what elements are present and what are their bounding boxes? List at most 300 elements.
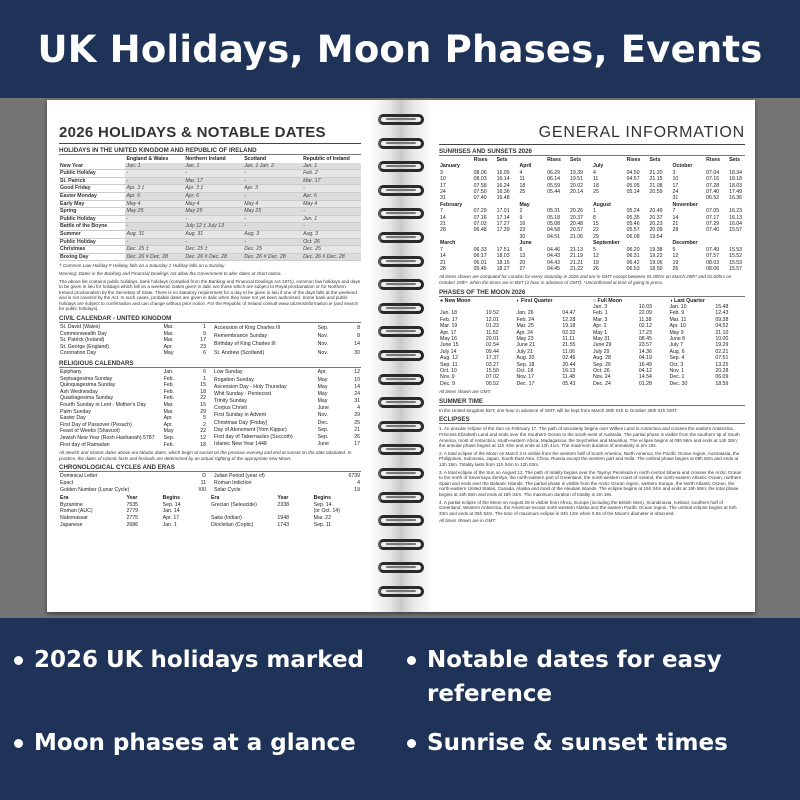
sun-row-cell: 18.15	[496, 259, 510, 266]
sun-row-cell: September	[592, 240, 620, 247]
religious-row	[59, 428, 207, 435]
sun-row-cell: 05.57	[626, 227, 640, 234]
holiday-row-cell: Dec. 26 # Dec. 28	[243, 253, 302, 261]
sun-row-cell: 11	[519, 176, 525, 183]
religious-row-cell: 5	[203, 415, 206, 422]
sun-row-cell: 21	[440, 259, 446, 266]
moon-row-cell: 16.49	[638, 361, 652, 368]
sun-row-cell: 20	[519, 259, 526, 266]
religious-row-cell: 29	[354, 412, 360, 419]
holidays-column-header: Scotland	[244, 156, 267, 162]
era-row-cell: Byzantine	[60, 501, 83, 508]
religious-row	[213, 383, 361, 390]
moon-row-cell: Oct. 10	[440, 367, 457, 374]
sun-row-cell: 18.50	[649, 265, 663, 272]
sun-row-cell: 07.40	[473, 195, 487, 202]
chrono-row-cell: Dominical Letter	[60, 473, 98, 480]
chrono-row-cell	[163, 487, 178, 494]
holiday-row-cell: Apr. 3	[243, 185, 302, 193]
moon-row-cell: Dec. 9	[440, 380, 455, 387]
moon-row-cell: 01.23	[485, 323, 499, 330]
religious-row-cell: Day of Atonement (Yom Kippur)	[214, 426, 287, 433]
civil-row-cell: Nov.	[317, 333, 328, 340]
sun-row-cell: 17	[440, 182, 446, 189]
civil-row-cell: Commonwealth Day	[60, 330, 107, 337]
religious-row-cell: 29	[200, 408, 206, 415]
sun-row-cell: 06.17	[473, 253, 487, 260]
sun-row-cell: 19.22	[649, 253, 663, 260]
sun-row-cell: 04.50	[626, 169, 640, 176]
holiday-row-cell: Mar. 17	[184, 177, 243, 185]
civil-row-cell: Mar.	[163, 324, 174, 331]
eras-column-header: Year	[126, 495, 138, 502]
moon-row-cell: Mar. 19	[440, 323, 458, 330]
sun-row-cell: May	[519, 201, 530, 208]
holiday-row-cell: May 4	[184, 200, 243, 208]
religious-row-cell: Jan.	[163, 369, 174, 376]
religious-row-cell: First Sunday in Advent	[214, 412, 266, 419]
holiday-row-cell: Feb. 2	[302, 170, 361, 178]
holiday-row-cell: New Year	[59, 163, 125, 170]
eclipses-note: All times shown are in GMT.	[439, 518, 497, 524]
top-banner	[0, 0, 800, 98]
sun-row-cell: 15.57	[729, 265, 743, 272]
religious-row	[59, 422, 207, 429]
moon-row-cell: Aug. 6	[669, 348, 685, 355]
binding-ring	[378, 444, 424, 455]
civil-row	[213, 349, 361, 357]
sun-row-cell: 06.20	[626, 246, 640, 253]
chrono-row-cell	[163, 473, 178, 480]
moon-row-cell: Oct. 18	[516, 367, 534, 374]
moon-row-cell: Dec. 30	[669, 380, 688, 387]
sun-column-header: Sets	[649, 157, 661, 163]
sun-row-cell: 17.27	[496, 221, 510, 228]
holiday-row-cell: May 4	[302, 200, 361, 208]
sun-row-cell: 07.58	[473, 182, 487, 189]
sun-row-cell: 05.44	[547, 189, 561, 196]
moon-row-cell: 20.44	[562, 361, 576, 368]
religious-row-cell: Islamic New Year 1448	[214, 441, 267, 448]
chrono-heading: CHRONOLOGICAL CYCLES AND ERAS	[59, 464, 361, 472]
era-row-cell: 2775	[126, 514, 138, 521]
moon-row-cell: 21.10	[715, 329, 729, 336]
religious-row-cell: 1	[203, 375, 206, 382]
civil-row-cell: Accession of King Charles III	[214, 324, 281, 331]
sun-row-cell: July	[592, 163, 604, 170]
holiday-row	[59, 163, 361, 170]
eras-column-header: Begins	[313, 495, 331, 502]
sun-row-cell: 08.06	[473, 169, 487, 176]
sun-row-cell: 07.03	[473, 221, 487, 228]
moon-row-cell: June 15	[440, 342, 459, 349]
sun-row-cell: 11	[592, 176, 599, 183]
civil-row-cell: St. Andrew (Scotland)	[214, 349, 265, 356]
holiday-row-cell: Dec. 25	[243, 246, 302, 254]
sun-table	[439, 157, 745, 272]
holiday-row-cell: Mar. 17	[302, 177, 361, 185]
chrono-cycles	[59, 473, 361, 493]
religious-row	[59, 442, 207, 449]
civil-row-cell: St. Patrick (Ireland)	[60, 337, 105, 344]
sun-row-cell: 21.15	[649, 176, 663, 183]
holiday-row	[59, 185, 361, 193]
sun-row-cell: 05.08	[547, 221, 561, 228]
holiday-row-cell: Jan. 1	[125, 163, 184, 170]
era-row-cell	[276, 508, 312, 515]
holiday-row-cell: Jan. 1	[302, 163, 361, 170]
eras-column-header: Era	[60, 495, 69, 502]
holiday-note: † Common Law Holiday # Holiday falls on a Saturday ‡ Holiday falls on a Sunday	[59, 263, 225, 269]
moon-row-cell: 11.11	[562, 335, 575, 342]
sun-row-cell: 13	[519, 253, 526, 260]
sun-row-cell: 16.13	[729, 214, 743, 221]
sun-row-cell: 5	[592, 246, 596, 253]
sun-row-cell: 07.40	[706, 189, 720, 196]
era-row	[59, 515, 361, 522]
sun-row-cell: 21	[440, 221, 446, 228]
holiday-row-cell: Aug. 3	[243, 230, 302, 238]
sun-row-cell: 17.49	[729, 189, 743, 196]
moon-row-cell: 11.48	[562, 374, 575, 381]
holidays-table	[59, 156, 361, 261]
sun-row-cell: 04.57	[626, 176, 640, 183]
sun-row-cell: 21.21	[570, 259, 583, 266]
religious-row-cell: 12	[200, 434, 206, 441]
moon-row-cell: Nov. 17	[516, 374, 534, 381]
holiday-row	[59, 215, 361, 223]
era-row	[59, 502, 361, 509]
sun-row-cell: 06.29	[547, 169, 561, 176]
sun-row-cell: 17.01	[496, 208, 510, 215]
religious-row-cell: 2	[203, 421, 206, 428]
eclipse-2: 2. A total eclipse of the Moon on March 3 is visible from the western half of South America, North America, the Pacific Ocean region, Australasia, the Philippines, Indonesia, Japan, South-East Asia, China, Russia except the western part and India. The umbral phase begins at 09h 50m and ends at 13h 18m. Totality lasts from 11h 04m to 12h 03m.	[439, 450, 740, 467]
religious-row-cell: 6	[203, 369, 206, 376]
holiday-row-cell: Public Holiday	[59, 238, 125, 246]
moon-row-cell: 11.52	[485, 329, 499, 336]
religious-note: All Jewish and Islamic dates above are tabular dates, which begin at sunset on the previous evening and end at sunset on the date tabulated. In practice, the dates of Islamic fasts and festivals are determined by an actual sighting of the appropriate new Moon.	[59, 450, 352, 461]
sun-row-cell: 17.14	[496, 214, 510, 221]
moon-row-cell: 06.09	[715, 374, 729, 381]
sun-row-cell: 8	[592, 214, 596, 221]
sun-row-cell: 20.49	[649, 208, 663, 215]
moon-row-cell: Jan. 26	[516, 310, 534, 317]
moon-row-cell: July 29	[592, 348, 610, 355]
moon-row-cell: 19.52	[485, 310, 499, 317]
sun-row-cell: 07.29	[706, 221, 720, 228]
sun-row-cell: March	[440, 240, 456, 247]
era-row-cell: Roman (AUC)	[60, 508, 93, 515]
moon-row-cell: 12.43	[715, 310, 729, 317]
religious-row-cell: 22	[200, 428, 206, 435]
sun-row-cell: 20.14	[570, 189, 583, 196]
moon-row-cell: 07.02	[485, 374, 499, 381]
moon-row-cell: June 21	[516, 342, 535, 349]
sun-row-cell: 20.02	[570, 182, 583, 189]
holiday-row-cell: -	[302, 223, 361, 231]
sun-row-cell: 16.05	[496, 169, 510, 176]
holiday-row-cell: -	[243, 192, 302, 200]
sun-row-cell: 21.13	[570, 246, 583, 253]
holiday-row-cell: Public Holiday	[59, 170, 125, 178]
sun-row	[439, 266, 745, 272]
religious-row-cell: 17	[354, 441, 360, 448]
binding-ring	[378, 185, 424, 196]
moon-row-cell: Aug. 28	[592, 355, 611, 362]
sun-row-cell: 14	[440, 253, 446, 260]
sun-row-cell: 7	[440, 246, 443, 253]
religious-row-cell: Apr.	[163, 415, 173, 422]
holiday-row-cell: Jun. 1	[302, 215, 361, 223]
bullet-dot-icon	[407, 656, 416, 665]
civil-row	[59, 350, 207, 357]
sun-row-cell: 3	[440, 169, 443, 176]
moon-row-cell: Feb. 1	[592, 310, 608, 317]
sun-row-cell: 24	[440, 189, 446, 196]
civil-row-cell: 14	[354, 341, 360, 348]
sun-row-cell: 23	[519, 227, 526, 234]
moon-row-cell: 02.12	[638, 323, 652, 330]
civil-row	[59, 344, 207, 351]
sun-row-cell: 21.06	[570, 233, 583, 240]
sun-row-cell: 18.27	[496, 265, 510, 272]
religious-row-cell: 25	[354, 419, 360, 426]
religious-row-cell: Ash Wednesday	[60, 388, 98, 395]
eclipse-1: 1. An annular eclipse of the Sun on February 17. The path of annularity begins over Wilkes Land in Antarctica and crosses the eastern Antarctica, Princess Elizabeth Land and ends over the Southern Ocean to the south-west of Australia. The partial phase is visible from the southern tip of South America, most of Antarctica, south-eastern Africa, Madagascar, the Seychelles and Mauritius. The eclipse begins at 09h 56m and ends at 14h 28m; the annular phase begins at 11h 43m and ends at 12h 41m. The maximum duration of annularity is 2m 18s.	[439, 426, 740, 449]
civil-row-cell: 9	[203, 330, 206, 337]
sun-column-header: Sets	[729, 157, 741, 163]
sun-row-cell: 05.59	[547, 182, 561, 189]
moon-row-cell: 01.28	[638, 380, 652, 387]
moon-row-cell: May 23	[516, 335, 534, 342]
holiday-row-cell: Apr. 3 ‡	[184, 185, 243, 193]
sun-row-cell: January	[440, 163, 460, 170]
binding-ring	[378, 492, 424, 503]
moon-row-cell: Apr. 24	[516, 329, 533, 336]
eras-table	[59, 495, 361, 528]
sun-row-cell: 15.53	[729, 259, 743, 266]
sun-row-cell: 15	[592, 221, 599, 228]
religious-row-cell: May	[163, 428, 174, 435]
religious-row	[213, 405, 361, 412]
moon-row-cell: July 21	[516, 348, 533, 355]
religious-row	[59, 369, 207, 376]
sun-row-cell: 20.48	[570, 221, 583, 228]
religious-row-cell: Feb.	[163, 441, 174, 448]
religious-row-cell: May	[317, 390, 328, 397]
binding-ring	[378, 562, 424, 573]
moon-row-cell: 22.09	[638, 310, 652, 317]
chrono-row	[59, 480, 207, 487]
sun-row-cell: 07.40	[706, 227, 720, 234]
left-page	[47, 100, 369, 612]
sun-row-cell: 19	[672, 259, 679, 266]
sun-row-cell: 05.18	[547, 214, 561, 221]
moon-row-cell: 08.45	[638, 335, 652, 342]
holiday-row	[59, 230, 361, 238]
moon-row-cell: 02.54	[485, 342, 499, 349]
religious-row-cell: Quadragesima Sunday	[60, 395, 114, 402]
sun-row-cell: 07.16	[473, 214, 487, 221]
religious-row-cell: Jewish New Year (Rosh Hashanah) 5787	[60, 434, 155, 441]
holiday-row-cell: Apr. 3 ‡	[125, 185, 184, 193]
bullet-dot-icon	[14, 656, 23, 665]
era-row-cell: Japanese	[60, 521, 83, 528]
holiday-row-cell: May 4	[243, 200, 302, 208]
religious-calendar	[59, 369, 361, 448]
moon-row-cell: 17.23	[638, 329, 652, 336]
holiday-row	[59, 170, 361, 178]
holiday-row	[59, 192, 361, 200]
moon-row-cell: 21.55	[562, 342, 576, 349]
civil-row	[59, 331, 207, 338]
sun-row-cell: 31	[440, 195, 446, 202]
era-row-cell: 2686	[126, 521, 138, 528]
sun-row-cell: 19.51	[570, 176, 583, 183]
moon-row-cell: 20.28	[715, 367, 729, 374]
sun-row-cell: 20.57	[570, 227, 583, 234]
holidays-heading: HOLIDAYS IN THE UNITED KINGDOM AND REPUBLIC OF IRELAND	[59, 147, 361, 155]
holiday-paragraph: The above list contains public holidays, bank holidays (compiled from the Banking and Financial Dealings Act 1971), common law holidays and days to be given in lieu for holidays which fall on a weekend. Dates given in italic are those which are subject to Royal proclamation or for Northern Ireland proclamation by the Secretary of State. There is no statutory requirement for a day to be given in lieu if one of the days falls at the weekend and is not covered by the Act. In such cases, probable dates are given in italic when they have not yet been authorised. Some bank and public holidays are subject to confirmation and can change without prior notice. For the Republic of Ireland consult www.citizensinformation.ie (and search for public holidays).	[59, 278, 361, 312]
moon-row-cell: 11.38	[638, 316, 652, 323]
feature-moon-phases: Moon phases at a glance	[34, 730, 356, 756]
moon-row-cell: Sep. 11	[440, 361, 458, 368]
civil-row	[213, 324, 361, 332]
religious-row-cell: Ascension Day - Holy Thursday	[214, 383, 287, 390]
sun-row-cell: 07.29	[473, 208, 487, 215]
sun-row-cell: 20.37	[649, 214, 663, 221]
religious-row-cell: 18	[200, 441, 206, 448]
holiday-row-cell: Christmas	[59, 246, 125, 254]
sun-row-cell: 6	[519, 246, 523, 253]
eclipse-3: 3. A total eclipse of the Sun on August 12. The path of totality begins over the Taymyr Peninsula in north-central Siberia and crosses the Arctic Ocean to the north of Severnaya Zemlya, the north-eastern part of Greenland, the north-western coast of Iceland, the north-eastern Atlantic Ocean, northern Spain and ends over the Balearic Islands. The partial phase is visible from the Arctic Ocean region, western Europe, the North Atlantic Ocean, the north-eastern United States, Canada, Alaska and most of the Aleutian Islands. The eclipse begins at 15h 34m and ends at 19h 58m; the total phase begins at 16h 58m and ends at 18h 34m. The maximum duration of totality is 2m 18s.	[439, 469, 742, 497]
era-row-cell: 1743	[277, 521, 289, 528]
holiday-row-cell: -	[125, 170, 184, 178]
sun-row-cell: 18	[592, 182, 599, 189]
era-row-cell: 2338	[277, 501, 289, 508]
moon-row-cell: 14.36	[638, 348, 652, 355]
chrono-row-cell: Golden Number (Lunar Cycle)	[60, 486, 130, 493]
banner-title: UK Holidays, Moon Phases, Events	[37, 27, 763, 71]
features-panel	[0, 618, 800, 800]
holiday-row-cell: -	[243, 223, 302, 231]
holiday-row-cell: Spring	[59, 208, 125, 216]
sun-column-header: Sets	[570, 157, 581, 163]
sun-row-cell: 06.14	[547, 176, 561, 183]
moon-heading: PHASES OF THE MOON 2026	[439, 289, 745, 297]
sun-row-cell: 08.06	[706, 265, 720, 272]
moon-row-cell: Sep. 4	[669, 355, 685, 362]
civil-row	[213, 332, 361, 340]
holiday-row-cell: -	[125, 223, 184, 231]
religious-row-cell: 10	[354, 376, 360, 383]
chrono-row-cell	[317, 480, 332, 487]
moon-row-cell: Jan. 10	[669, 303, 687, 310]
civil-row-cell: Remembrance Sunday	[214, 333, 268, 340]
era-row-cell: 1948	[277, 514, 289, 521]
sun-row-cell: 18.03	[496, 253, 510, 260]
religious-row-cell: Epiphany	[60, 369, 82, 376]
religious-row-cell: 24	[354, 390, 360, 397]
sun-row-cell: 17.51	[496, 246, 510, 253]
religious-row	[59, 389, 207, 396]
religious-row-cell: 31	[354, 398, 360, 405]
holiday-row-cell: -	[302, 185, 361, 193]
sun-row-cell: 4	[592, 169, 596, 176]
sun-row-cell: 06.33	[473, 246, 487, 253]
sun-row-cell: 15.52	[729, 253, 743, 260]
civil-row-cell: 1	[203, 324, 206, 331]
religious-row-cell: 12	[354, 369, 360, 376]
holiday-row-cell: Aug. 3	[302, 230, 361, 238]
chrono-row-cell	[317, 473, 332, 480]
eras-column-header: Begins	[162, 495, 180, 502]
sun-row-cell: 04.45	[547, 265, 561, 272]
sun-column-header: Rises	[547, 157, 561, 163]
sun-column-header: Rises	[473, 157, 488, 163]
sun-row-cell: 05.31	[547, 208, 561, 215]
sun-column-header: Rises	[626, 157, 641, 163]
product-photo	[0, 98, 800, 618]
sun-row-cell: December	[672, 240, 698, 247]
holiday-row-cell: Oct. 26	[302, 238, 361, 246]
moon-row-cell: 14.54	[638, 374, 652, 381]
religious-row-cell: Whit Sunday - Pentecost	[214, 390, 272, 397]
moon-row-cell: May 1	[592, 329, 608, 336]
chrono-row-cell: Solar Cycle	[214, 486, 241, 493]
sun-row-cell: 20.26	[570, 208, 583, 215]
holidays-column-header	[59, 156, 125, 163]
civil-row-cell: St. George (England)	[60, 343, 110, 350]
civil-row-cell: Sep.	[317, 324, 329, 331]
religious-row-cell: Apr.	[163, 421, 173, 428]
holiday-row-cell: Battle of the Boyne	[59, 223, 125, 231]
era-row-cell: Jan. 1	[162, 521, 177, 528]
religious-row-cell: Sep.	[163, 434, 175, 441]
holiday-row-cell: Dec. 25	[302, 246, 361, 254]
religious-row	[59, 376, 207, 383]
sun-row-cell: 17.39	[496, 227, 510, 234]
era-row-cell: Saka (Indian)	[210, 514, 242, 521]
moon-table	[439, 298, 745, 388]
sun-row-cell: 2	[519, 208, 523, 215]
moon-row	[439, 381, 745, 387]
chrono-row-cell: Epact	[60, 479, 74, 486]
moon-row-cell: June 8	[669, 335, 686, 342]
binding-ring	[378, 539, 424, 550]
moon-column-header: ◑ Last Quarter	[669, 297, 705, 304]
civil-row-cell: Birthday of King Charles III	[214, 341, 276, 348]
sun-row-cell: 15.57	[729, 227, 743, 234]
moon-row-cell: 23.57	[638, 342, 652, 349]
holiday-row	[59, 246, 361, 254]
chrono-row	[213, 480, 361, 487]
sun-row-cell: 07.57	[706, 253, 720, 260]
civil-row-cell: 30	[354, 349, 360, 356]
religious-heading: RELIGIOUS CALENDARS	[59, 360, 361, 368]
religious-row-cell: First Day of Passover (Pesach)	[60, 421, 132, 428]
sun-row-cell: 28	[672, 227, 679, 234]
chrono-right-table	[213, 473, 361, 493]
sun-row-cell: 08.03	[473, 176, 487, 183]
moon-row-cell: Oct. 3	[669, 361, 684, 368]
religious-row-cell: 26	[354, 434, 360, 441]
moon-row-cell: 02.32	[562, 329, 576, 336]
sun-row-cell: 19	[592, 259, 599, 266]
spiral-binding	[369, 100, 433, 612]
left-page-title: 2026 HOLIDAYS & NOTABLE DATES	[59, 124, 361, 144]
moon-row-cell: Feb. 9	[669, 310, 685, 317]
